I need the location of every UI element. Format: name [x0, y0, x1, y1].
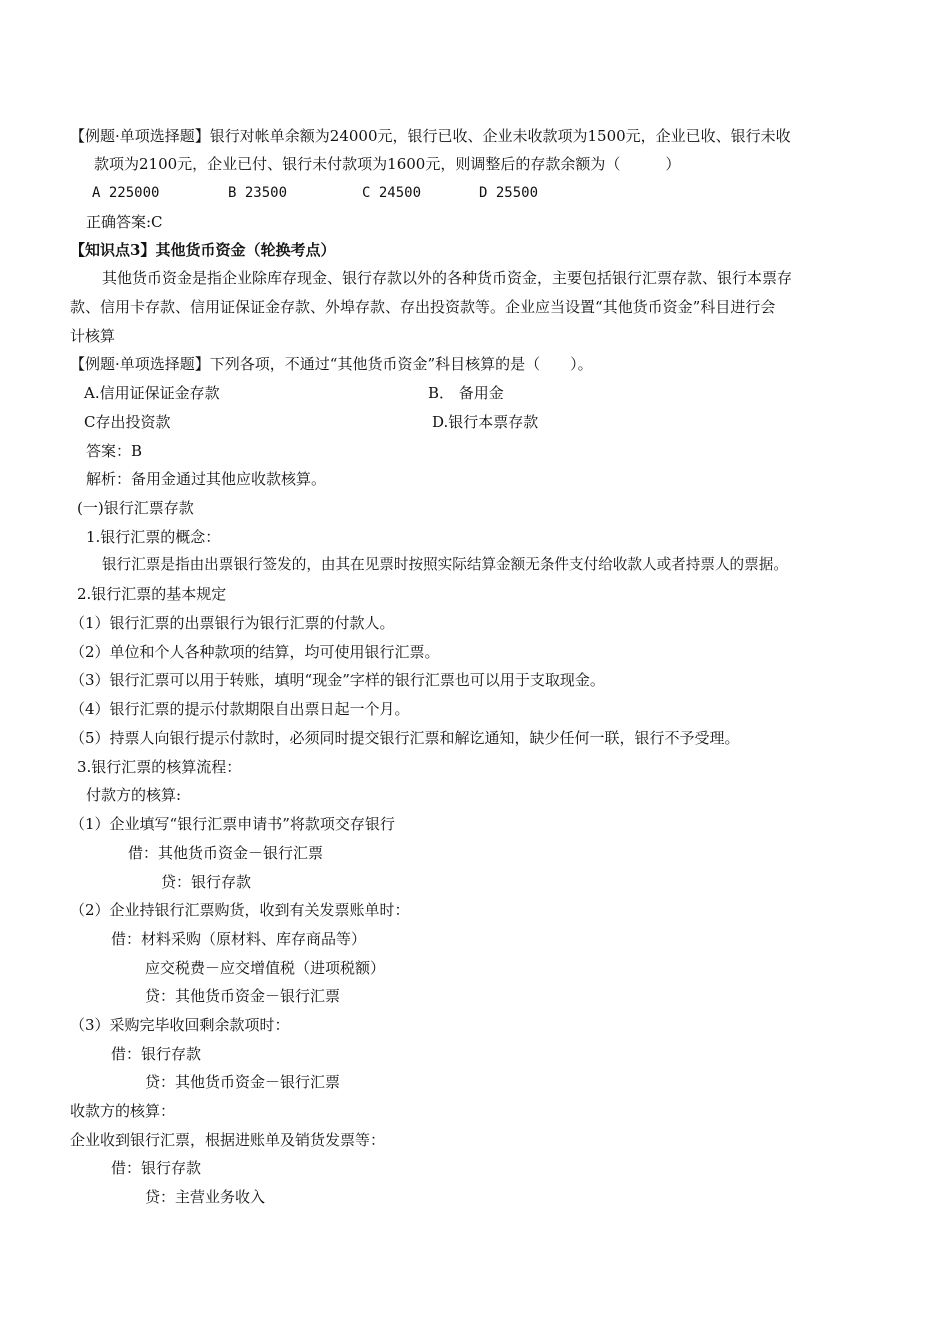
step3-debit: 借：银行存款 — [111, 1045, 202, 1063]
flow-title: 3.银行汇票的核算流程： — [77, 758, 242, 776]
kp3-heading: 【知识点3】其他货币资金（轮换考点） — [70, 241, 336, 259]
example1-option-b: B 23500 — [228, 185, 288, 201]
step2-credit: 贷：其他货币资金－银行汇票 — [145, 987, 341, 1005]
step1-credit: 贷：银行存款 — [161, 873, 252, 891]
section1-title: (一)银行汇票存款 — [77, 499, 194, 517]
example1-option-c: C 24500 — [362, 185, 422, 201]
payer-step3: （3）采购完毕收回剩余款项时： — [70, 1016, 290, 1034]
payer-step1: （1）企业填写“银行汇票申请书”将款项交存银行 — [70, 815, 395, 833]
step2-debit1: 借：材料采购（原材料、库存商品等） — [111, 930, 367, 948]
kp3-para-line1: 其他货币资金是指企业除库存现金、银行存款以外的各种货币资金，主要包括银行汇票存款、银行本票存 — [102, 269, 793, 287]
step1-debit: 借：其他货币资金－银行汇票 — [128, 844, 324, 862]
example2-question: 【例题·单项选择题】下列各项，不通过“其他货币资金”科目核算的是（ ）。 — [70, 355, 593, 373]
payer-title: 付款方的核算: — [86, 786, 182, 804]
example2-option-d: D.银行本票存款 — [432, 413, 539, 431]
rule-item: （4）银行汇票的提示付款期限自出票日起一个月。 — [70, 700, 410, 718]
payee-description: 企业收到银行汇票，根据进账单及销货发票等： — [70, 1131, 386, 1149]
example1-option-d: D 25500 — [479, 185, 539, 201]
concept-title: 1.银行汇票的概念： — [86, 528, 221, 546]
step3-credit: 贷：其他货币资金－银行汇票 — [145, 1073, 341, 1091]
example2-option-b: B． 备用金 — [428, 384, 504, 402]
example2-option-a: A.信用证保证金存款 — [84, 384, 220, 402]
example2-analysis: 解析：备用金通过其他应收款核算。 — [86, 470, 327, 488]
example1-question-line1: 【例题·单项选择题】银行对帐单余额为24000元，银行已收、企业未收款项为1500元，企业已收、银行未收 — [70, 127, 791, 145]
concept-text: 银行汇票是指由出票银行签发的，由其在见票时按照实际结算金额无条件支付给收款人或者持票人的票据。 — [102, 556, 788, 573]
payee-debit: 借：银行存款 — [111, 1159, 202, 1177]
example2-option-c: C存出投资款 — [84, 413, 171, 431]
payer-step2: （2）企业持银行汇票购货，收到有关发票账单时： — [70, 901, 410, 919]
payee-credit: 贷：主营业务收入 — [145, 1188, 266, 1206]
example1-question-line2: 款项为2100元，企业已付、银行未付款项为1600元，则调整后的存款余额为（ ） — [94, 155, 681, 173]
rule-item: （2）单位和个人各种款项的结算，均可使用银行汇票。 — [70, 643, 440, 661]
example1-option-a: A 225000 — [92, 185, 160, 201]
rules-title: 2.银行汇票的基本规定 — [77, 585, 227, 603]
example1-answer: 正确答案:C — [86, 213, 163, 231]
rule-item: （3）银行汇票可以用于转账，填明“现金”字样的银行汇票也可以用于支取现金。 — [70, 671, 605, 689]
step2-debit2: 应交税费－应交增值税（进项税额） — [145, 959, 386, 977]
rule-item: （5）持票人向银行提示付款时，必须同时提交银行汇票和解讫通知，缺少任何一联，银行不予受理。 — [70, 729, 740, 747]
payee-title: 收款方的核算： — [70, 1102, 176, 1120]
kp3-para-line2: 款、信用卡存款、信用证保证金存款、外埠存款、存出投资款等。企业应当设置“其他货币资金”科目进行会 — [70, 298, 776, 316]
kp3-para-line3: 计核算 — [70, 327, 116, 345]
rule-item: （1）银行汇票的出票银行为银行汇票的付款人。 — [70, 614, 395, 632]
example2-answer: 答案：B — [86, 442, 143, 460]
